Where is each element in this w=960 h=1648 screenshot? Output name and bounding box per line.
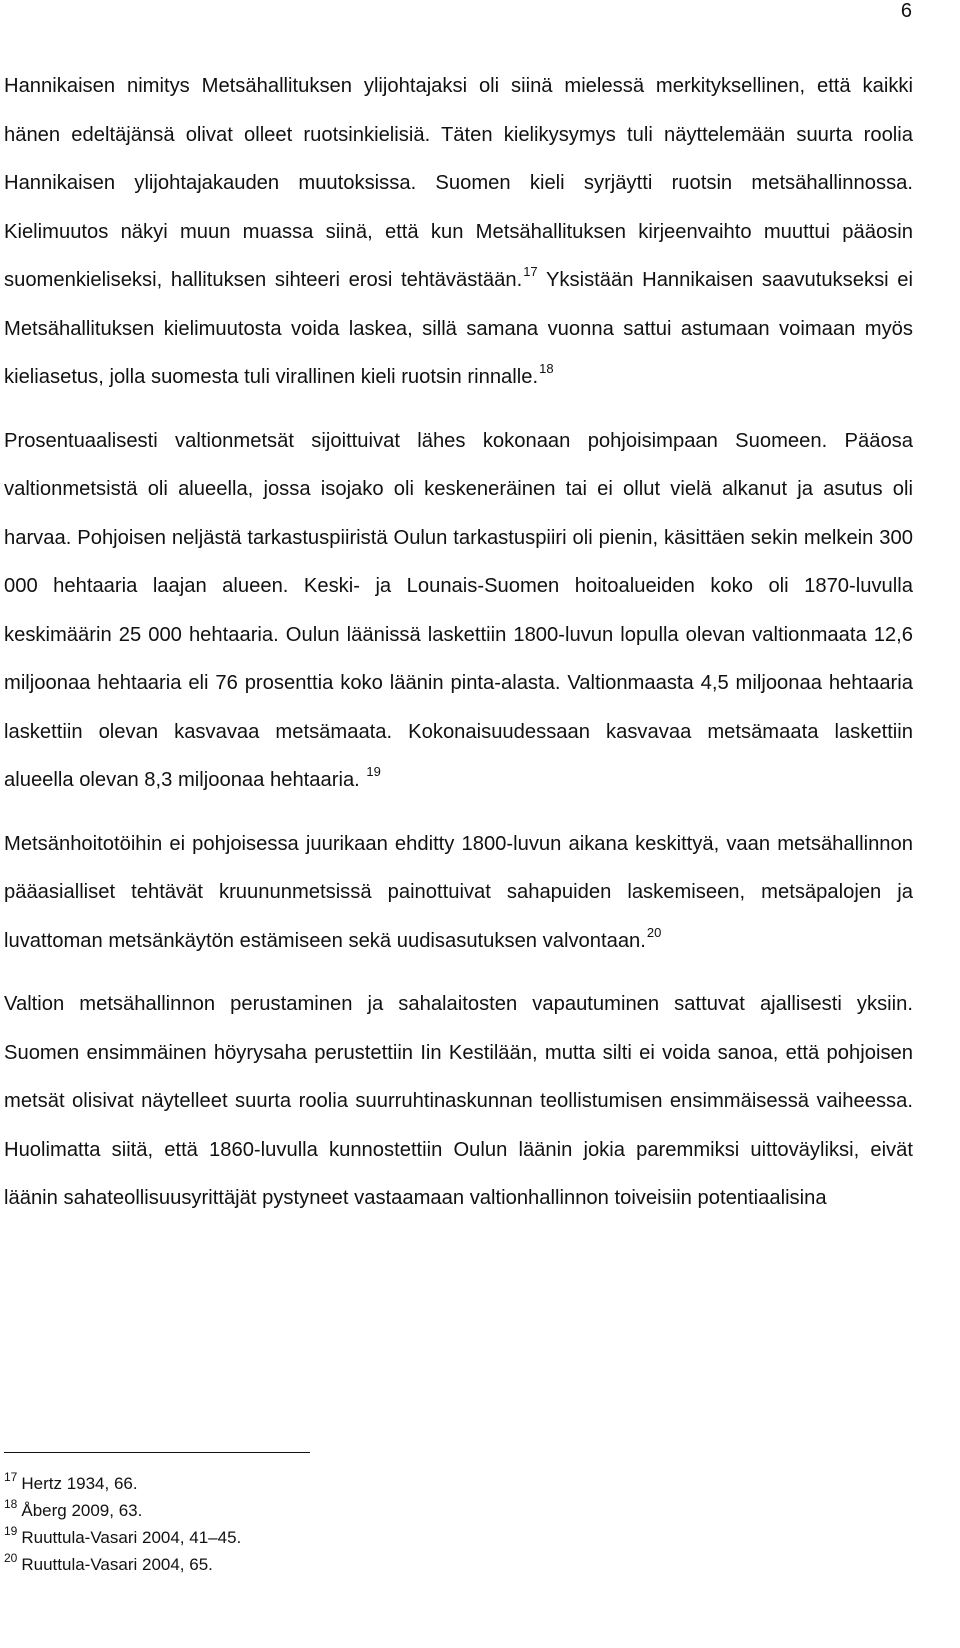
footnote-ref-17[interactable]: 17 — [523, 264, 538, 280]
footnote-number: 18 — [4, 1496, 18, 1511]
page-number: 6 — [900, 0, 912, 22]
body-text — [4, 62, 913, 1223]
paragraph-4 — [4, 980, 913, 1223]
footnote-separator — [4, 1452, 310, 1453]
footnote-19 — [4, 1524, 704, 1551]
paragraph-2 — [4, 417, 913, 805]
paragraph-3-text: Metsänhoitotöihin ei pohjoisessa juurikaan ehditty 1800-luvun aikana keskittyä, vaan metsähallinnon pääasialliset tehtävät kruununmetsissä painottuivat sahapuiden laskemiseen, metsäpalojen ja luvattoman metsänkäytön estämiseen sekä uudisasutuksen valvontaan. — [4, 832, 913, 952]
paragraph-3 — [4, 820, 913, 966]
footnote-text: Ruuttula-Vasari 2004, 65. — [21, 1555, 213, 1574]
footnote-text: Hertz 1934, 66. — [21, 1474, 138, 1493]
paragraph-2-text: Prosentuaalisesti valtionmetsät sijoittuivat lähes kokonaan pohjoisimpaan Suomeen. Pääosa valtionmetsistä oli alueella, jossa isojako oli keskeneräinen tai ei ollut vielä alkanut ja asutus oli harvaa. Pohjoisen neljästä tarkastuspiiristä Oulun tarkastuspiiri oli pienin, käsittäen sekin melkein 300 000 hehtaaria laajan alueen. Keski- ja Lounais-Suomen hoitoalueiden koko oli 1870-luvulla keskimäärin 25 000 hehtaaria. Oulun läänissä laskettiin 1800-luvun lopulla olevan valtionmaata 12,6 miljoonaa hehtaaria eli 76 prosenttia koko läänin pinta-alasta. Valtionmaasta 4,5 miljoonaa hehtaaria laskettiin olevan kasvavaa metsämaata. Kokonaisuudessaan kasvavaa metsämaata laskettiin alueella olevan 8,3 miljoonaa hehtaaria. — [4, 429, 913, 791]
paragraph-1-text-a: Hannikaisen nimitys Metsähallituksen ylijohtajaksi oli siinä mielessä merkityksellinen, että kaikki hänen edeltäjänsä olivat olleet ruotsinkielisiä. Täten kielikysymys tuli näyttelemään suurta roolia Hannikaisen ylijohtajakauden muutoksissa. Suomen kieli syrjäytti ruotsin metsähallinnossa. Kielimuutos näkyi muun muassa siinä, että kun Metsähallituksen kirjeenvaihto muuttui pääosin suomenkieliseksi, hallituksen sihteeri erosi tehtävästään. — [4, 75, 913, 291]
footnote-ref-20[interactable]: 20 — [646, 924, 662, 940]
footnote-18 — [4, 1497, 704, 1524]
footnote-number: 20 — [4, 1550, 18, 1565]
footnote-number: 19 — [4, 1523, 18, 1538]
footnotes — [4, 1470, 704, 1578]
paragraph-1 — [4, 62, 913, 402]
footnote-ref-18[interactable]: 18 — [539, 361, 554, 377]
footnote-number: 17 — [4, 1469, 18, 1484]
footnote-17 — [4, 1470, 704, 1497]
footnote-ref-19[interactable]: 19 — [366, 764, 381, 780]
paragraph-4-text: Valtion metsähallinnon perustaminen ja sahalaitosten vapautuminen sattuvat ajallisesti yksiin. Suomen ensimmäinen höyrysaha perustettiin Iin Kestilään, mutta silti ei voida sanoa, että pohjoisen metsät olisivat näytelleet suurta roolia suurruhtinaskunnan teollistumisen ensimmäisessä vaiheessa. Huolimatta siitä, että 1860-luvulla kunnostettiin Oulun läänin jokia paremmiksi uittoväyliksi, eivät läänin sahateollisuusyrittäjät pystyneet vastaamaan valtionhallinnon toiveisiin potentiaalisina — [4, 993, 913, 1209]
footnote-text: Ruuttula-Vasari 2004, 41–45. — [21, 1528, 242, 1547]
footnote-20 — [4, 1551, 704, 1578]
footnote-text: Åberg 2009, 63. — [21, 1501, 143, 1520]
paragraph-1-text-b: Yksistään Hannikaisen saavutukseksi ei Metsähallituksen kielimuutosta voida laskea, sillä samana vuonna sattui astumaan voimaan myös kieliasetus, jolla suomesta tuli virallinen kieli ruotsin rinnalle. — [4, 269, 913, 388]
